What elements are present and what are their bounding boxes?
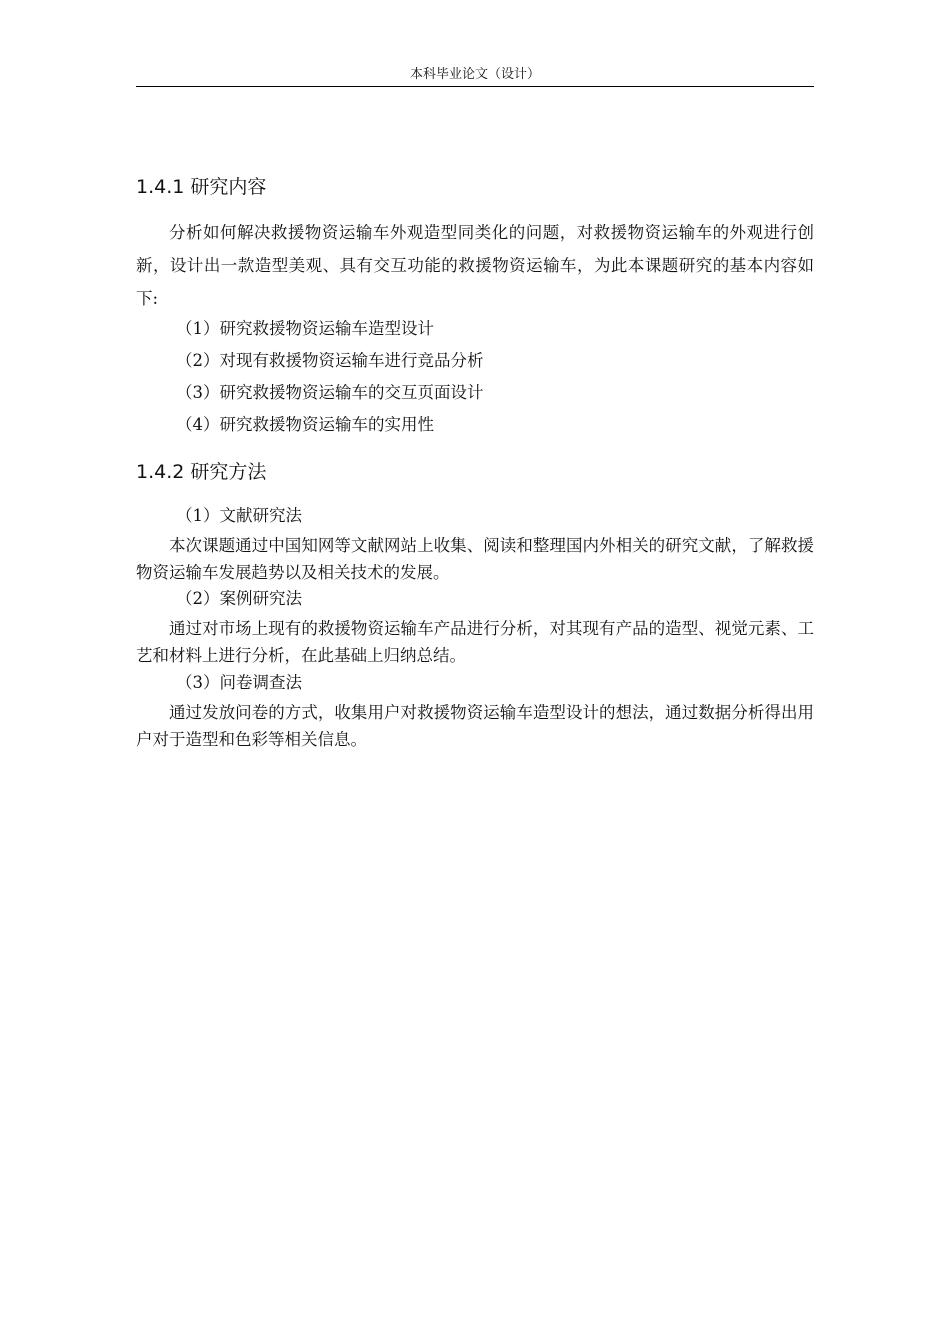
section-heading-research-content: 1.4.1 研究内容 <box>136 176 267 198</box>
list-item: （1）研究救援物资运输车造型设计 <box>176 319 434 338</box>
list-item: （2）对现有救援物资运输车进行竞品分析 <box>176 351 484 370</box>
page-header <box>136 66 814 87</box>
method-body: 本次课题通过中国知网等文献网站上收集、阅读和整理国内外相关的研究文献，了解救援物资运输车发展趋势以及相关技术的发展。 <box>136 536 814 582</box>
list-item: （3）研究救援物资运输车的交互页面设计 <box>176 383 484 402</box>
section-heading-research-methods: 1.4.2 研究方法 <box>136 461 267 483</box>
method-body: 通过发放问卷的方式，收集用户对救援物资运输车造型设计的想法，通过数据分析得出用户对于造型和色彩等相关信息。 <box>136 703 814 749</box>
intro-paragraph: 分析如何解决救援物资运输车外观造型同类化的问题，对救援物资运输车的外观进行创新，设计出一款造型美观、具有交互功能的救援物资运输车，为此本课题研究的基本内容如下: <box>136 223 814 308</box>
list-item: （4）研究救援物资运输车的实用性 <box>176 415 434 434</box>
method-title: （3）问卷调查法 <box>176 673 302 692</box>
method-title: （1）文献研究法 <box>176 506 302 525</box>
header-title: 本科毕业论文（设计） <box>409 67 540 82</box>
method-body: 通过对市场上现有的救援物资运输车产品进行分析，对其现有产品的造型、视觉元素、工艺和材料上进行分析，在此基础上归纳总结。 <box>136 619 814 665</box>
method-title: （2）案例研究法 <box>176 589 302 608</box>
